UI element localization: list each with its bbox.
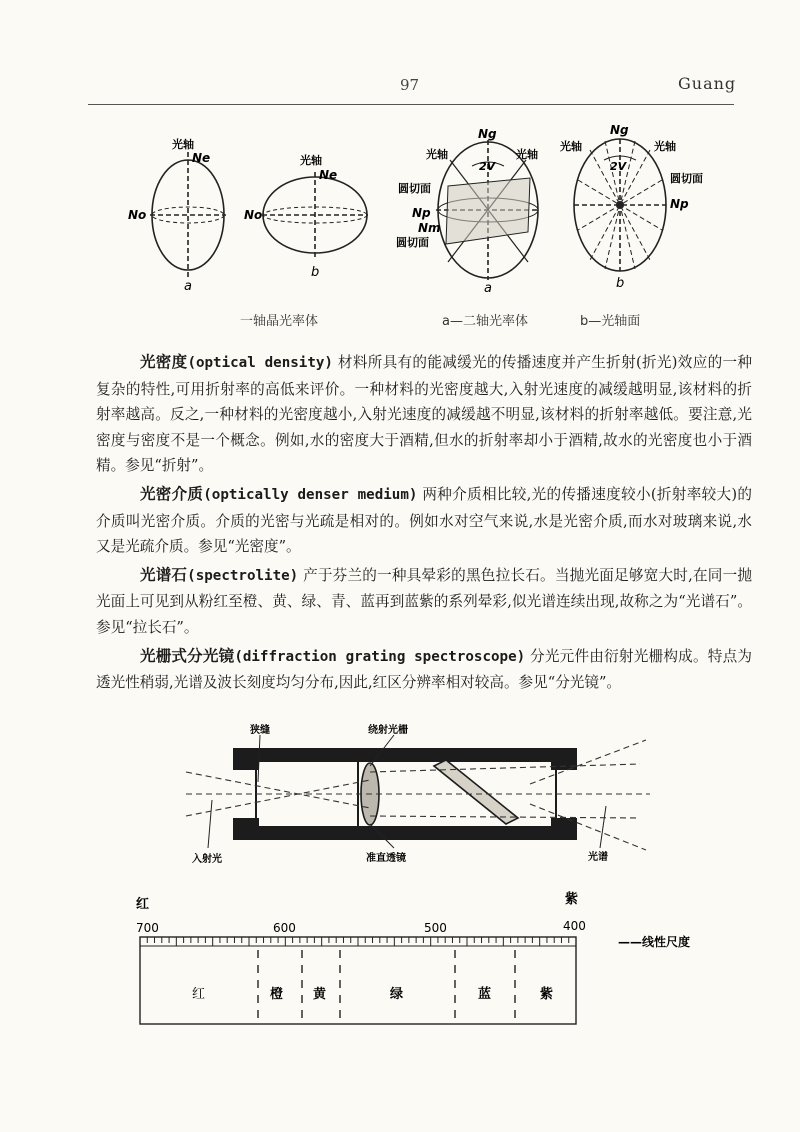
tick-700: 700 bbox=[136, 921, 159, 935]
label-letter-a: a bbox=[184, 279, 192, 294]
entry-term: 光栅式分光镜 bbox=[140, 646, 235, 665]
indicatrix-figure bbox=[0, 110, 800, 340]
label-violet-end: 紫 bbox=[565, 892, 579, 907]
entry-text: 材料所具有的能减缓光的传播速度并产生折射(折光)效应的一种复杂的特性,可用折射率的高低来评价。一种材料的光密度越大,入射光速度的减缓越明显,该材料的折射率越高。反之,一种材料的光密度越小,入射光速度的减缓越不明显,该材料的折射率越低。要注意,光密度与密度不是一个概念。例如,水的密度大于酒精,但水的折射率却小于酒精,故水的光密度也小于酒精。参见“折射”。 bbox=[96, 354, 752, 475]
label-optic-axis: 光轴 bbox=[300, 154, 322, 167]
band-dividers bbox=[258, 950, 515, 1020]
label-no: No bbox=[128, 208, 147, 222]
label-incident-light: 入射光 bbox=[192, 854, 222, 865]
spectrum-scale bbox=[0, 885, 800, 1035]
label-letter-b: b bbox=[311, 265, 320, 280]
uniaxial-prolate bbox=[150, 152, 226, 278]
diffraction-grating bbox=[434, 760, 518, 824]
running-head: Guang bbox=[678, 74, 737, 93]
tick-400: 400 bbox=[563, 919, 586, 933]
label-lens: 准直透镜 bbox=[366, 853, 406, 864]
label-ng: Ng bbox=[610, 123, 629, 137]
label-optic-axis: 光轴 bbox=[654, 140, 676, 153]
entry-term: 光密度 bbox=[140, 353, 188, 371]
entry-term-english: (spectrolite) bbox=[187, 567, 299, 584]
minor-ticks bbox=[140, 937, 576, 946]
entry-text: 两种介质相比较,光的传播速度较小(折射率较大)的介质叫光密介质。介质的光密与光疏是相对的。例如水对空气来说,水是光密介质,而水对玻璃来说,水又是光疏介质。参见“光密度”。 bbox=[96, 485, 752, 556]
entries bbox=[96, 350, 752, 699]
label-2v: 2V bbox=[479, 160, 496, 173]
entry-text: 分光元件由衍射光栅构成。特点为透光性稍弱,光谱及波长刻度均匀分布,因此,红区分辨率相对较高。参见“分光镜”。 bbox=[96, 647, 752, 692]
label-2v: 2V bbox=[610, 160, 627, 173]
label-spectrum: 光谱 bbox=[588, 852, 608, 863]
label-nm: Nm bbox=[418, 221, 441, 235]
tick-600: 600 bbox=[273, 921, 296, 935]
label-grating: 绕射光栅 bbox=[368, 725, 408, 736]
entry-text: 产于芬兰的一种具晕彩的黑色拉长石。当抛光面足够宽大时,在同一抛光面上可见到从粉红至橙、黄、绿、青、蓝再到蓝紫的系列晕彩,似光谱连续出现,故称之为“光谱石”。参见“拉长石”。 bbox=[96, 566, 752, 636]
label-circular-section: 圆切面 bbox=[670, 172, 703, 185]
label-circular-section: 圆切面 bbox=[398, 182, 431, 195]
label-no: No bbox=[244, 208, 263, 222]
label-optic-axis: 光轴 bbox=[516, 148, 538, 161]
label-letter-b: b bbox=[616, 276, 625, 291]
tick-500: 500 bbox=[424, 921, 447, 935]
label-np: Np bbox=[412, 206, 431, 220]
label-circular-section: 圆切面 bbox=[396, 236, 429, 249]
caption-uniaxial: 一轴晶光率体 bbox=[240, 314, 319, 329]
label-ne: Ne bbox=[192, 151, 211, 165]
label-np: Np bbox=[670, 197, 689, 211]
band-orange: 橙 bbox=[270, 987, 284, 1002]
label-letter-a: a bbox=[484, 281, 492, 296]
label-ng: Ng bbox=[478, 127, 497, 141]
entry-term-english: (optical density) bbox=[187, 355, 333, 371]
entry-term-english: (diffraction grating spectroscope) bbox=[234, 648, 526, 665]
label-optic-axis: 光轴 bbox=[560, 140, 582, 153]
label-red-end: 红 bbox=[136, 897, 150, 912]
entry-term: 光密介质 bbox=[140, 484, 204, 503]
label-ne: Ne bbox=[319, 168, 338, 182]
label-slit: 狭缝 bbox=[250, 725, 270, 736]
caption-biaxial-b: b—光轴面 bbox=[580, 314, 641, 329]
entry bbox=[96, 482, 752, 560]
uniaxial-oblate bbox=[262, 172, 368, 258]
caption-biaxial-a: a—二轴光率体 bbox=[442, 314, 528, 329]
center-dot bbox=[616, 201, 624, 209]
entry bbox=[96, 350, 752, 479]
page-number: 97 bbox=[400, 76, 420, 94]
band-blue: 蓝 bbox=[478, 987, 492, 1002]
label-optic-axis: 光轴 bbox=[426, 148, 448, 161]
entry-term-english: (optically denser medium) bbox=[203, 486, 418, 503]
entry-term: 光谱石 bbox=[140, 565, 188, 584]
band-violet: 紫 bbox=[540, 987, 554, 1002]
scale-box bbox=[140, 937, 576, 1024]
spectroscope-diagram bbox=[0, 715, 800, 875]
header-rule bbox=[88, 104, 734, 105]
entry bbox=[96, 644, 752, 696]
label-optic-axis: 光轴 bbox=[172, 138, 194, 151]
entry bbox=[96, 563, 752, 641]
label-linear-scale: ——线性尺度 bbox=[618, 935, 691, 949]
band-yellow: 黄 bbox=[313, 987, 327, 1002]
band-green: 绿 bbox=[390, 987, 404, 1002]
band-red: 红 bbox=[192, 987, 206, 1002]
